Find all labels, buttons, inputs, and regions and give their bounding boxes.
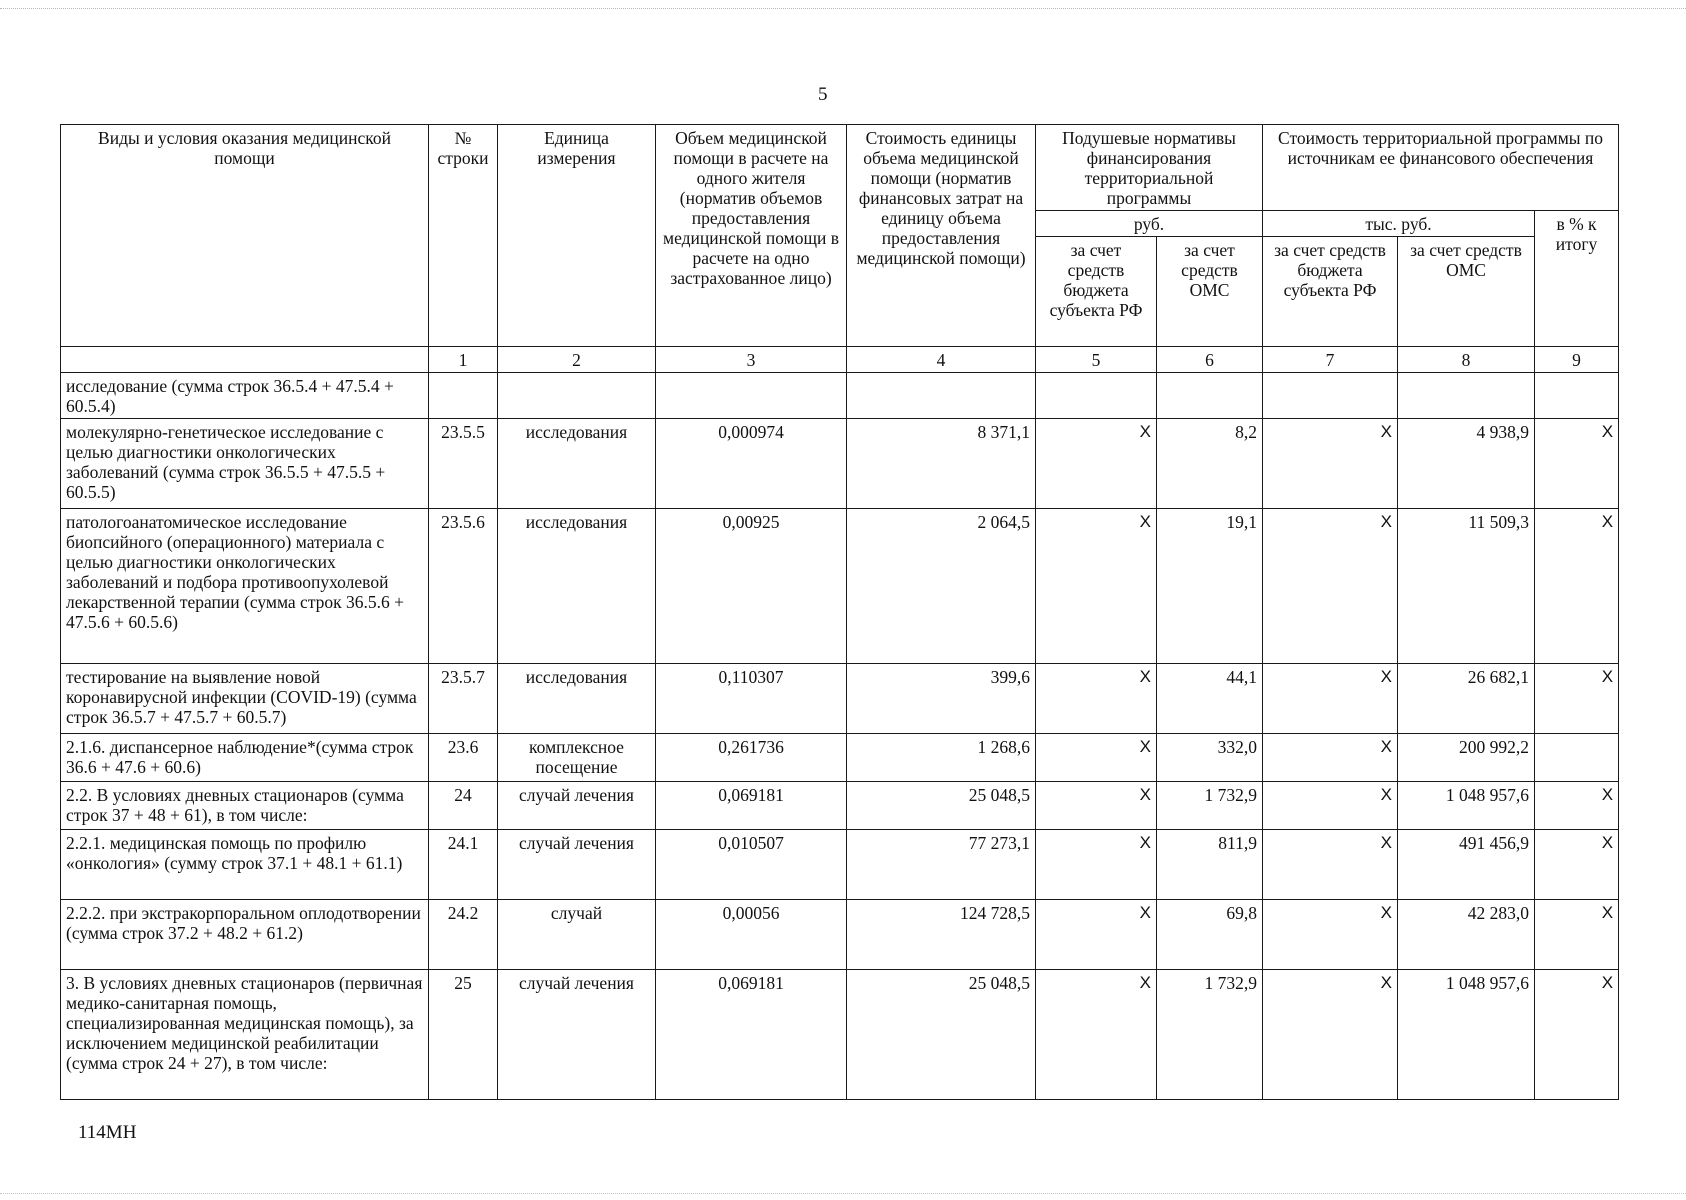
- row-percent: X: [1535, 782, 1619, 830]
- row-unit-cost: 8 371,1: [847, 419, 1036, 509]
- row-budget-subject-rub: X: [1036, 664, 1157, 734]
- row-budget-subject-rub: X: [1036, 900, 1157, 970]
- row-oms-rub: [1157, 373, 1263, 419]
- row-percent: [1535, 373, 1619, 419]
- column-number: 6: [1157, 347, 1263, 373]
- row-budget-subject-rub: [1036, 373, 1157, 419]
- row-oms-thousand: 1 048 957,6: [1398, 970, 1535, 1100]
- row-unit: случай лечения: [498, 782, 656, 830]
- row-oms-thousand: 1 048 957,6: [1398, 782, 1535, 830]
- row-unit-cost: 25 048,5: [847, 970, 1036, 1100]
- row-volume: 0,069181: [656, 970, 847, 1100]
- row-name: исследование (сумма строк 36.5.4 + 47.5.4 + 60.5.4): [61, 373, 429, 419]
- row-number: 24.2: [429, 900, 498, 970]
- row-oms-rub: 332,0: [1157, 734, 1263, 782]
- row-name: тестирование на выявление новой коронавирусной инфекции (COVID-19) (сумма строк 36.5.7 + 47.5.7 + 60.5.7): [61, 664, 429, 734]
- row-volume: 0,00925: [656, 509, 847, 664]
- column-number: 2: [498, 347, 656, 373]
- row-unit-cost: 1 268,6: [847, 734, 1036, 782]
- scan-edge-bottom: [0, 1193, 1686, 1194]
- row-budget-subject-thousand: X: [1263, 734, 1398, 782]
- row-unit: случай лечения: [498, 830, 656, 900]
- row-oms-rub: 44,1: [1157, 664, 1263, 734]
- row-volume: 0,00056: [656, 900, 847, 970]
- row-oms-rub: 19,1: [1157, 509, 1263, 664]
- row-percent: X: [1535, 970, 1619, 1100]
- header-unit-cost: Стоимость единицы объема медицинской помощи (норматив финансовых затрат на единицу объема предоставления медицинской помощи): [847, 125, 1036, 347]
- row-name: молекулярно-генетическое исследование с целью диагностики онкологических заболеваний (сумма строк 36.5.5 + 47.5.5 + 60.5.5): [61, 419, 429, 509]
- row-unit: комплексное посещение: [498, 734, 656, 782]
- row-budget-subject-rub: X: [1036, 782, 1157, 830]
- row-volume: 0,000974: [656, 419, 847, 509]
- row-unit-cost: 124 728,5: [847, 900, 1036, 970]
- row-volume: 0,110307: [656, 664, 847, 734]
- header-rub: руб.: [1036, 211, 1263, 237]
- row-budget-subject-thousand: X: [1263, 900, 1398, 970]
- row-budget-subject-thousand: X: [1263, 970, 1398, 1100]
- row-percent: X: [1535, 830, 1619, 900]
- row-name: патологоанатомическое исследование биопсийного (операционного) материала с целью диагностики онкологических заболеваний и подбора противоопухолевой лекарственной терапии (сумма строк 36.5.6 + 47.5.6 + 60.5.6): [61, 509, 429, 664]
- column-number: 1: [429, 347, 498, 373]
- header-thousand-rub: тыс. руб.: [1263, 211, 1535, 237]
- row-number: 23.5.7: [429, 664, 498, 734]
- row-budget-subject-rub: X: [1036, 509, 1157, 664]
- row-number: 23.5.6: [429, 509, 498, 664]
- row-name: 3. В условиях дневных стационаров (первичная медико-санитарная помощь, специализированная медицинская помощь), за исключением медицинской реабилитации (сумма строк 24 + 27), в том числе:: [61, 970, 429, 1100]
- row-number: 24.1: [429, 830, 498, 900]
- column-number: 5: [1036, 347, 1157, 373]
- header-per-capita-group: Подушевые нормативы финансирования территориальной программы: [1036, 125, 1263, 211]
- row-number: 23.6: [429, 734, 498, 782]
- column-number: 8: [1398, 347, 1535, 373]
- row-budget-subject-rub: X: [1036, 970, 1157, 1100]
- table-row: [61, 664, 1619, 734]
- row-name: 2.2. В условиях дневных стационаров (сумма строк 37 + 48 + 61), в том числе:: [61, 782, 429, 830]
- row-oms-thousand: 11 509,3: [1398, 509, 1535, 664]
- row-budget-subject-thousand: [1263, 373, 1398, 419]
- row-name: 2.2.2. при экстракорпоральном оплодотворении (сумма строк 37.2 + 48.2 + 61.2): [61, 900, 429, 970]
- row-number: 25: [429, 970, 498, 1100]
- table-row: [61, 734, 1619, 782]
- row-budget-subject-rub: X: [1036, 830, 1157, 900]
- header-oms-rub: за счет средств ОМС: [1157, 237, 1263, 347]
- row-unit: исследования: [498, 419, 656, 509]
- scan-edge-top: [0, 8, 1686, 9]
- column-number: 3: [656, 347, 847, 373]
- row-oms-thousand: 491 456,9: [1398, 830, 1535, 900]
- row-budget-subject-rub: X: [1036, 734, 1157, 782]
- row-oms-rub: 8,2: [1157, 419, 1263, 509]
- row-oms-thousand: 4 938,9: [1398, 419, 1535, 509]
- row-number: [429, 373, 498, 419]
- row-oms-thousand: [1398, 373, 1535, 419]
- row-percent: X: [1535, 664, 1619, 734]
- document-code: 114МН: [78, 1122, 137, 1143]
- row-number: 23.5.5: [429, 419, 498, 509]
- row-number: 24: [429, 782, 498, 830]
- row-percent: X: [1535, 900, 1619, 970]
- row-oms-thousand: 42 283,0: [1398, 900, 1535, 970]
- row-oms-rub: 1 732,9: [1157, 970, 1263, 1100]
- header-budget-subject-rub: за счет средств бюджета субъекта РФ: [1036, 237, 1157, 347]
- row-volume: 0,010507: [656, 830, 847, 900]
- row-unit: исследования: [498, 664, 656, 734]
- row-percent: [1535, 734, 1619, 782]
- row-budget-subject-rub: X: [1036, 419, 1157, 509]
- financing-table: [60, 124, 1619, 1100]
- row-budget-subject-thousand: X: [1263, 419, 1398, 509]
- header-kinds: Виды и условия оказания медицинской помощи: [61, 125, 429, 347]
- row-unit: исследования: [498, 509, 656, 664]
- table-row: [61, 830, 1619, 900]
- header-budget-subject-thousand: за счет средств бюджета субъекта РФ: [1263, 237, 1398, 347]
- table-row: [61, 509, 1619, 664]
- header-unit: Единица измерения: [498, 125, 656, 347]
- row-oms-rub: 811,9: [1157, 830, 1263, 900]
- row-unit: случай: [498, 900, 656, 970]
- row-unit-cost: 77 273,1: [847, 830, 1036, 900]
- row-unit-cost: 399,6: [847, 664, 1036, 734]
- table-row: [61, 373, 1619, 419]
- table-row: [61, 782, 1619, 830]
- row-budget-subject-thousand: X: [1263, 664, 1398, 734]
- header-program-cost-group: Стоимость территориальной программы по источникам ее финансового обеспечения: [1263, 125, 1619, 211]
- row-oms-thousand: 26 682,1: [1398, 664, 1535, 734]
- column-number: 7: [1263, 347, 1398, 373]
- row-budget-subject-thousand: X: [1263, 509, 1398, 664]
- table-row: [61, 419, 1619, 509]
- row-volume: 0,261736: [656, 734, 847, 782]
- header-percent-of-total: в % к итогу: [1535, 211, 1619, 347]
- column-number: 9: [1535, 347, 1619, 373]
- row-name: 2.2.1. медицинская помощь по профилю «онкология» (сумму строк 37.1 + 48.1 + 61.1): [61, 830, 429, 900]
- row-percent: X: [1535, 509, 1619, 664]
- column-number: 4: [847, 347, 1036, 373]
- page-number: 5: [818, 84, 828, 105]
- table-row: [61, 900, 1619, 970]
- row-unit-cost: 25 048,5: [847, 782, 1036, 830]
- header-row-number: № строки: [429, 125, 498, 347]
- column-number-empty: [61, 347, 429, 373]
- row-oms-thousand: 200 992,2: [1398, 734, 1535, 782]
- header-row-1: [61, 125, 1619, 211]
- header-volume: Объем медицинской помощи в расчете на одного жителя (норматив объемов предоставления медицинской помощи в расчете на одно застрахованное лицо): [656, 125, 847, 347]
- row-budget-subject-thousand: X: [1263, 782, 1398, 830]
- row-unit: [498, 373, 656, 419]
- header-oms-thousand: за счет средств ОМС: [1398, 237, 1535, 347]
- row-oms-rub: 69,8: [1157, 900, 1263, 970]
- row-volume: [656, 373, 847, 419]
- row-unit-cost: 2 064,5: [847, 509, 1036, 664]
- row-name: 2.1.6. диспансерное наблюдение*(сумма строк 36.6 + 47.6 + 60.6): [61, 734, 429, 782]
- row-volume: 0,069181: [656, 782, 847, 830]
- row-percent: X: [1535, 419, 1619, 509]
- row-unit-cost: [847, 373, 1036, 419]
- column-number-row: [61, 347, 1619, 373]
- row-unit: случай лечения: [498, 970, 656, 1100]
- row-budget-subject-thousand: X: [1263, 830, 1398, 900]
- table-row: [61, 970, 1619, 1100]
- row-oms-rub: 1 732,9: [1157, 782, 1263, 830]
